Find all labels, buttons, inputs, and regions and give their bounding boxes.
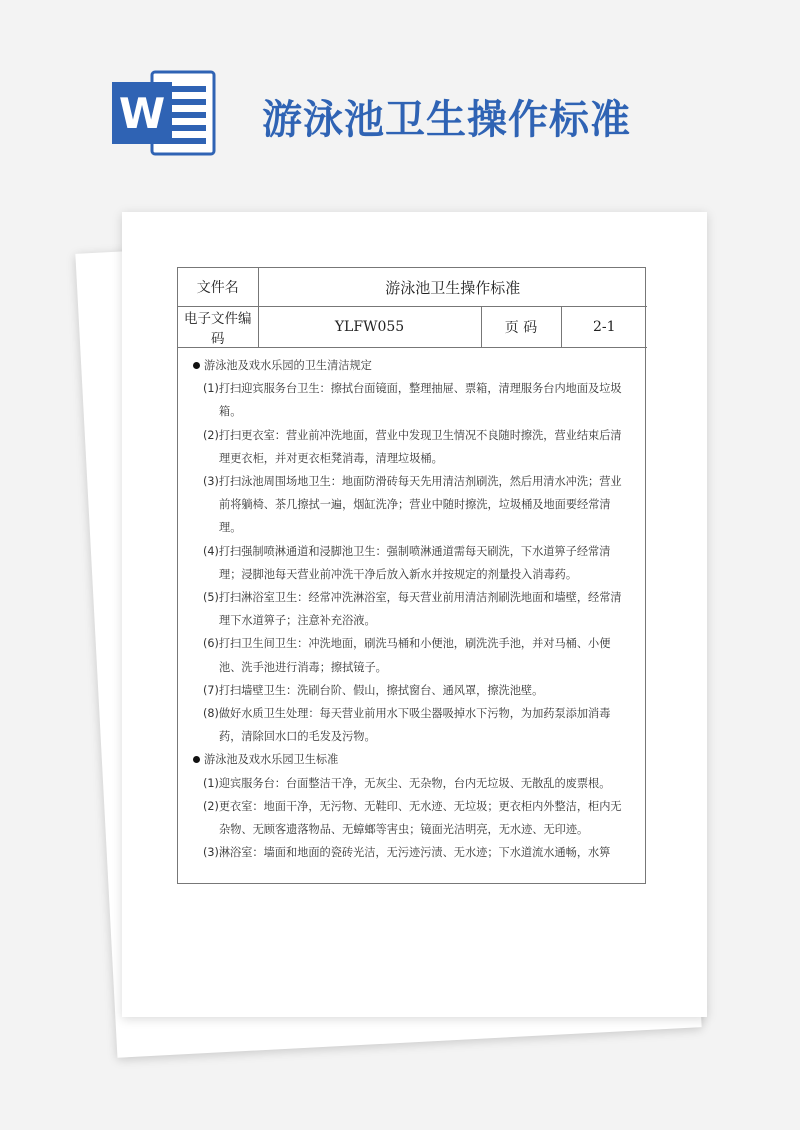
list-item: (8)做好水质卫生处理：每天营业前用水下吸尘器吸掉水下污物，为加药泵添加消毒药，清除回水口的毛发及污物。 [203, 707, 611, 744]
code-label: 电子文件编码 [178, 307, 258, 348]
filename-value: 游泳池卫生操作标准 [258, 268, 647, 307]
page-label: 页 码 [481, 307, 561, 348]
word-document-icon [112, 70, 216, 156]
section-heading: 游泳池及戏水乐园卫生标准 [192, 748, 627, 771]
list-item: (2)更衣室：地面干净，无污物、无鞋印、无水迹、无垃圾；更衣柜内外整洁，柜内无杂物、无顾客遗落物品、无蟑螂等害虫；镜面光洁明亮，无水迹、无印迹。 [203, 799, 622, 837]
document-frame [177, 267, 646, 884]
document-info-table [178, 268, 647, 348]
page-title: 游泳池卫生操作标准 [262, 97, 631, 143]
list-item: (6)打扫卫生间卫生：冲洗地面，刷洗马桶和小便池，刷洗洗手池，并对马桶、小便池、洗手池进行消毒；擦拭镜子。 [203, 637, 611, 674]
section-heading: 游泳池及戏水乐园的卫生清洁规定 [192, 354, 627, 377]
header-banner [0, 0, 800, 200]
list-item: (1)迎宾服务台：台面整洁干净，无灰尘、无杂物，台内无垃圾、无散乱的废票根。 [203, 776, 611, 790]
list-item: (3)打扫泳池周围场地卫生：地面防滑砖每天先用清洁剂刷洗，然后用清水冲洗；营业前将躺椅、茶几擦拭一遍，烟缸洗净；营业中随时擦洗，垃圾桶及地面要经常清理。 [203, 475, 622, 535]
list-item: (7)打扫墙壁卫生：洗刷台阶、假山，擦拭窗台、通风罩，擦洗池壁。 [203, 683, 544, 697]
code-value: YLFW055 [258, 307, 481, 348]
page-value: 2-1 [561, 307, 647, 348]
list-item: (1)打扫迎宾服务台卫生：擦拭台面镜面，整理抽屉、票箱，清理服务台内地面及垃圾箱。 [203, 382, 622, 419]
list-item: (2)打扫更衣室：营业前冲洗地面，营业中发现卫生情况不良随时擦洗，营业结束后清理更衣柜，并对更衣柜凳消毒，清理垃圾桶。 [203, 428, 622, 465]
word-logo-letter: W [118, 89, 166, 138]
document-body [178, 348, 645, 864]
filename-label: 文件名 [178, 268, 258, 307]
list-item: (3)淋浴室：墙面和地面的瓷砖光洁，无污迹污渍、无水迹；下水道流水通畅，水箅 [203, 846, 611, 860]
list-item: (4)打扫强制喷淋通道和浸脚池卫生：强制喷淋通道需每天刷洗，下水道箅子经常清理；浸脚池每天营业前冲洗干净后放入新水并按规定的剂量投入消毒药。 [203, 544, 611, 581]
list-item: (5)打扫淋浴室卫生：经常冲洗淋浴室，每天营业前用清洁剂刷洗地面和墙壁，经常清理下水道箅子；注意补充浴液。 [203, 591, 622, 628]
